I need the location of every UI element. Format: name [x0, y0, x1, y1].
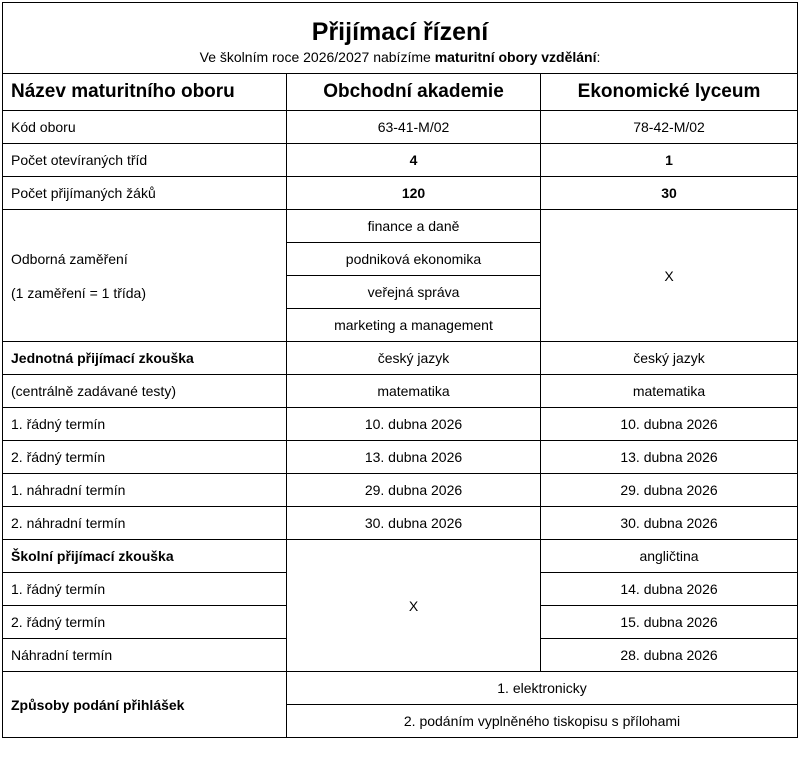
- row-label-tridy: Počet otevíraných tříd: [3, 144, 287, 177]
- table-row: [3, 177, 798, 210]
- subtitle-suffix: :: [596, 48, 601, 65]
- term-date-el: 13. dubna 2026: [541, 441, 798, 474]
- jpz-subject-oa: matematika: [287, 375, 541, 408]
- term-label: 2. řádný termín: [3, 441, 287, 474]
- term-label: 1. řádný termín: [3, 573, 287, 606]
- table-row: [3, 342, 798, 375]
- table-row: [3, 540, 798, 573]
- table-row: [3, 111, 798, 144]
- podani-way-2: 2. podáním vyplněného tiskopisu s přílohami: [287, 705, 798, 738]
- header-col-name: Název maturitního oboru: [3, 74, 287, 111]
- podani-way-1: 1. elektronicky: [287, 672, 798, 705]
- table-row: [3, 375, 798, 408]
- term-label: Náhradní termín: [3, 639, 287, 672]
- admission-table: [2, 2, 798, 738]
- cell-kod-oa: 63-41-M/02: [287, 111, 541, 144]
- jpz-label: Jednotná přijímací zkouška: [3, 342, 287, 375]
- row-label-zaci: Počet přijímaných žáků: [3, 177, 287, 210]
- term-date-el: 10. dubna 2026: [541, 408, 798, 441]
- zamereni-item: marketing a management: [287, 309, 541, 342]
- term-date-oa: 13. dubna 2026: [287, 441, 541, 474]
- table-row: [3, 441, 798, 474]
- subtitle-bold: maturitní obory vzdělání: [434, 48, 597, 65]
- row-label-zamereni: [3, 210, 287, 342]
- row-label-kod: Kód oboru: [3, 111, 287, 144]
- podani-label: Způsoby podání přihlášek: [3, 672, 287, 738]
- jpz-note: (centrálně zadávané testy): [3, 375, 287, 408]
- table-row: [3, 474, 798, 507]
- term-label: 1. řádný termín: [3, 408, 287, 441]
- header-row: [3, 74, 798, 111]
- header-col-el: Ekonomické lyceum: [541, 74, 798, 111]
- term-date-oa: 29. dubna 2026: [287, 474, 541, 507]
- cell-kod-el: 78-42-M/02: [541, 111, 798, 144]
- page-subtitle: [3, 49, 797, 65]
- spz-label: Školní přijímací zkouška: [3, 540, 287, 573]
- cell-zaci-oa: 120: [287, 177, 541, 210]
- table-row: [3, 408, 798, 441]
- jpz-subject-el: český jazyk: [541, 342, 798, 375]
- title-row: [3, 3, 798, 74]
- table-row: [3, 210, 798, 243]
- zamereni-item: podniková ekonomika: [287, 243, 541, 276]
- term-date-oa: 30. dubna 2026: [287, 507, 541, 540]
- zamereni-item: veřejná správa: [287, 276, 541, 309]
- admission-document: [2, 2, 797, 738]
- term-date-el: 28. dubna 2026: [541, 639, 798, 672]
- table-row: [3, 672, 798, 705]
- table-row: [3, 144, 798, 177]
- page-title: Přijímací řízení: [311, 17, 489, 46]
- header-col-oa: Obchodní akademie: [287, 74, 541, 111]
- subtitle-prefix: Ve školním roce 2026/2027 nabízíme: [199, 48, 435, 65]
- term-date-el: 30. dubna 2026: [541, 507, 798, 540]
- jpz-subject-el: matematika: [541, 375, 798, 408]
- term-date-el: 29. dubna 2026: [541, 474, 798, 507]
- title-cell: [3, 3, 798, 74]
- cell-tridy-el: 1: [541, 144, 798, 177]
- term-date-oa: 10. dubna 2026: [287, 408, 541, 441]
- spz-oa-x: X: [287, 540, 541, 672]
- zamereni-note: (1 zaměření = 1 třída): [11, 284, 147, 301]
- zamereni-label: Odborná zaměření: [11, 250, 128, 267]
- spz-subject-el: angličtina: [541, 540, 798, 573]
- table-row: [3, 507, 798, 540]
- term-label: 2. náhradní termín: [3, 507, 287, 540]
- zamereni-el-x: X: [541, 210, 798, 342]
- term-date-el: 14. dubna 2026: [541, 573, 798, 606]
- term-label: 1. náhradní termín: [3, 474, 287, 507]
- term-date-el: 15. dubna 2026: [541, 606, 798, 639]
- cell-tridy-oa: 4: [287, 144, 541, 177]
- cell-zaci-el: 30: [541, 177, 798, 210]
- term-label: 2. řádný termín: [3, 606, 287, 639]
- jpz-subject-oa: český jazyk: [287, 342, 541, 375]
- zamereni-item: finance a daně: [287, 210, 541, 243]
